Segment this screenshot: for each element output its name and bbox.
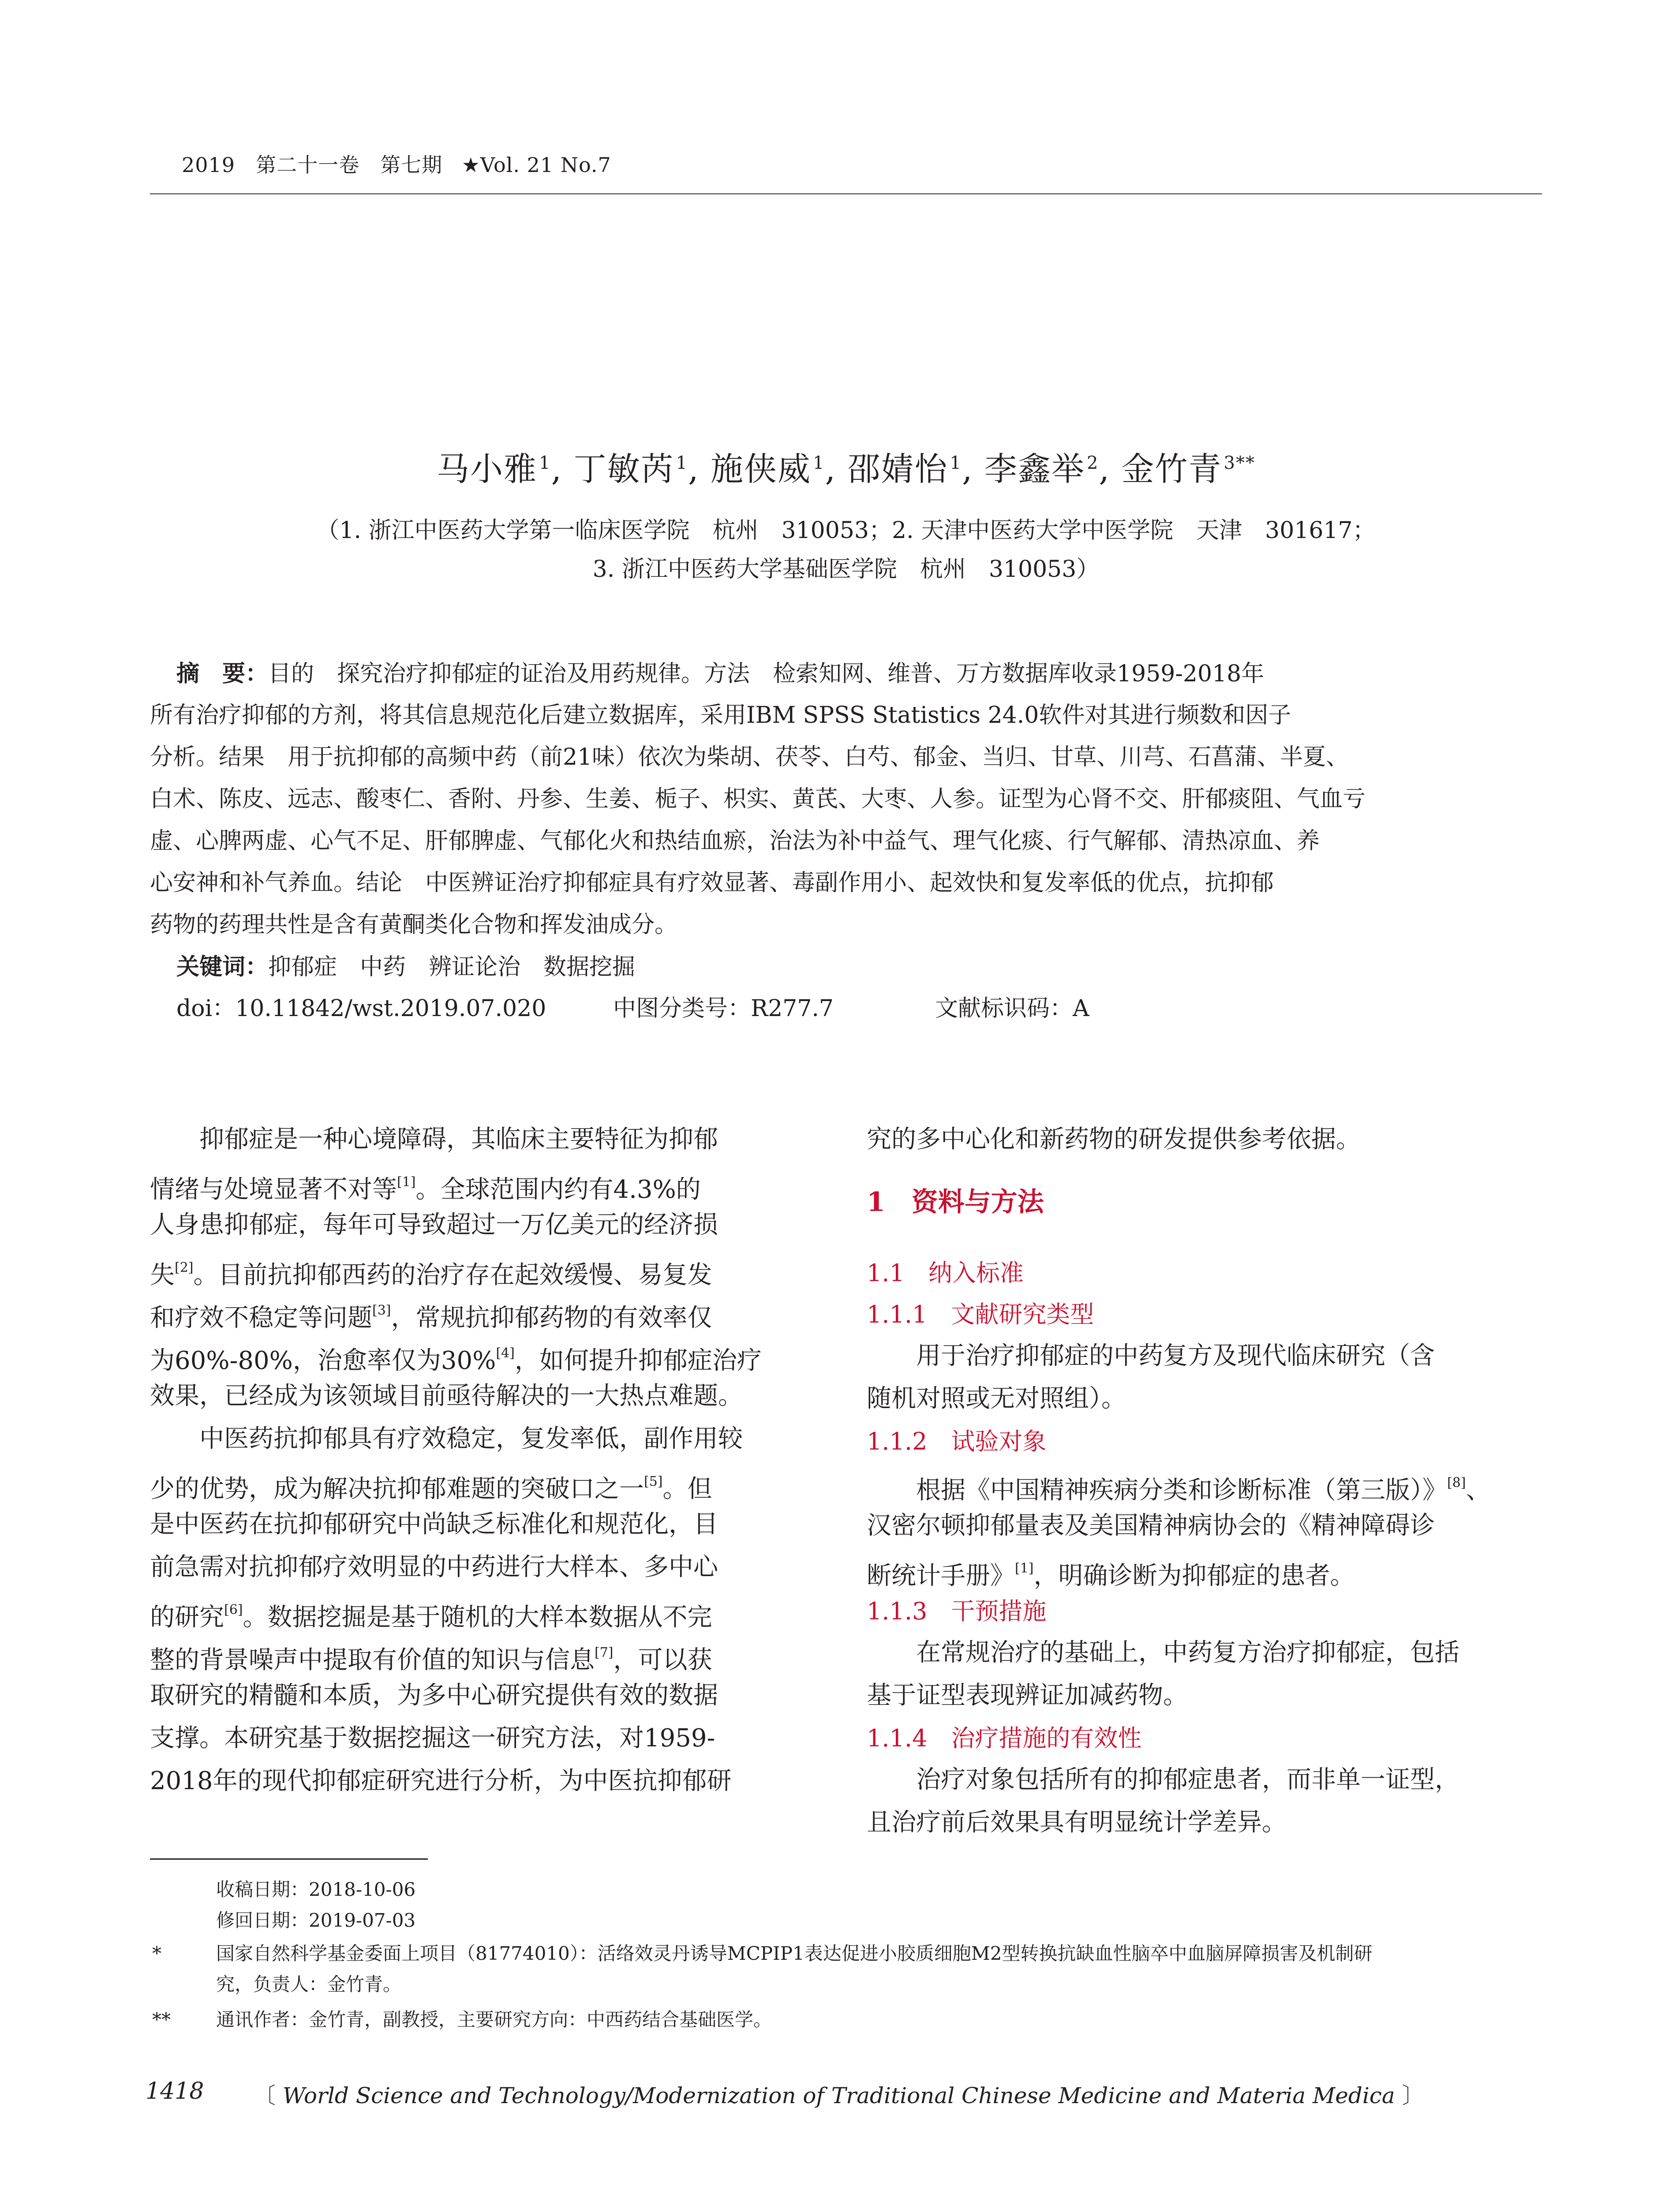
body-line: 治疗对象包括所有的抑郁症患者，而非单一证型， <box>867 1765 1459 1794</box>
body-line: 的研究[6]。数据挖掘是基于随机的大样本数据从不完 <box>150 1602 712 1632</box>
abstract-line: 药物的药理共性是含有黄酮类化合物和挥发油成分。 <box>150 912 678 938</box>
subsubsection-heading: 1.1.4 治疗措施的有效性 <box>867 1724 1142 1752</box>
body-line: 前急需对抗抑郁疗效明显的中药进行大样本、多中心 <box>150 1553 718 1581</box>
section-heading: 1 资料与方法 <box>867 1187 1044 1218</box>
volume-info: ★Vol. 21 No.7 <box>461 153 611 177</box>
body-line: 抑郁症是一种心境障碍，其临床主要特征为抑郁 <box>150 1125 718 1154</box>
body-line: 为60%-80%，治愈率仅为30%[4]，如何提升抑郁症治疗 <box>150 1345 762 1375</box>
abstract-line: 心安神和补气养血。结论 中医辨证治疗抑郁症具有疗效显著、毒副作用小、起效快和复发率低的优点，抗抑郁 <box>150 870 1274 896</box>
journal-name: 〔 World Science and Technology/Modernization of Traditional Chinese Medicine and Materia Medica 〕 <box>254 2083 1424 2108</box>
left-bracket: 〔 <box>254 2083 276 2108</box>
author-mark: 1 <box>539 453 551 473</box>
body-line: 中医药抗抑郁具有疗效稳定，复发率低，副作用较 <box>150 1424 743 1453</box>
author-name: 金竹青 <box>1121 450 1222 488</box>
abstract-line: 白术、陈皮、远志、酸枣仁、香附、丹参、生姜、栀子、枳实、黄芪、大枣、人参。证型为心肾不交、肝郁痰阻、气血亏 <box>150 786 1366 812</box>
abstract-line: 摘 要：目的 探究治疗抑郁症的证治及用药规律。方法 检索知网、维普、万方数据库收录1959-2018年 <box>176 660 1265 687</box>
body-line: 用于治疗抑郁症的中药复方及现代临床研究（含 <box>867 1342 1435 1370</box>
author-name: 李鑫举 <box>984 450 1085 488</box>
author-mark: 3** <box>1224 453 1255 473</box>
body-line: 基于证型表现辨证加减药物。 <box>867 1681 1188 1710</box>
body-line: 情绪与处境显著不对等[1]。全球范围内约有4.3%的 <box>150 1174 701 1204</box>
keywords: 关键词：抑郁症 中药 辨证论治 数据挖掘 <box>176 953 636 980</box>
issue-info: 2019 第二十一卷 第七期 <box>182 153 443 177</box>
footnote-rule <box>150 1858 428 1860</box>
body-line: 随机对照或无对照组）。 <box>867 1384 1126 1413</box>
author-mark: 1 <box>950 453 962 473</box>
received-date: 收稿日期：2018-10-06 <box>216 1879 416 1900</box>
running-header <box>182 149 611 178</box>
body-line: 支撑。本研究基于数据挖掘这一研究方法，对1959- <box>150 1724 715 1753</box>
author-line: 马小雅 $^1$, 丁敏芮 $^1$, 施侠威 $^1$, 邵婧怡 $^1$, 李鑫举 $^2$, 金竹青 $^{3**}$ <box>437 450 1255 488</box>
doi: doi：10.11842/wst.2019.07.020 <box>176 995 546 1022</box>
author-name: 丁敏芮 <box>573 450 674 488</box>
author-name: 邵婧怡 <box>847 450 948 488</box>
body-line: 取研究的精髓和本质，为多中心研究提供有效的数据 <box>150 1681 718 1710</box>
body-line: 失[2]。目前抗抑郁西药的治疗存在起效缓慢、易复发 <box>150 1260 712 1289</box>
abstract-line: 虚、心脾两虚、心气不足、肝郁脾虚、气郁化火和热结血瘀，治法为补中益气、理气化痰、行气解郁、清热凉血、养 <box>150 828 1320 854</box>
abstract-line: 分析。结果 用于抗抑郁的高频中药（前21味）依次为柴胡、茯苓、白芍、郁金、当归、甘草、川芎、石菖蒲、半夏、 <box>150 744 1349 770</box>
body-line: 究的多中心化和新药物的研发提供参考依据。 <box>867 1125 1361 1154</box>
author-mark: 2 <box>1087 453 1099 473</box>
body-line: 是中医药在抗抑郁研究中尚缺乏标准化和规范化，目 <box>150 1510 718 1539</box>
affiliation-line: （1. 浙江中医药大学第一临床医学院 杭州 310053；2. 天津中医药大学中医学院 天津 301617； <box>316 517 1376 544</box>
corr-mark: ** <box>152 2009 171 2030</box>
corresponding-author: 通讯作者：金竹青，副教授，主要研究方向：中西药结合基础医学。 <box>216 2009 772 2030</box>
abstract-line: 所有治疗抑郁的方剂，将其信息规范化后建立数据库，采用IBM SPSS Statistics 24.0软件对其进行频数和因子 <box>150 702 1291 729</box>
body-line: 整的背景噪声中提取有价值的知识与信息[7]，可以获 <box>150 1645 712 1674</box>
header-rule <box>150 193 1542 194</box>
fund-mark: * <box>152 1943 161 1964</box>
clc-number: 中图分类号：R277.7 <box>613 995 834 1022</box>
author-mark: 1 <box>813 453 825 473</box>
author-name: 马小雅 <box>437 450 538 488</box>
fund-line: 究，负责人：金竹青。 <box>216 1973 402 1995</box>
body-line: 汉密尔顿抑郁量表及美国精神病协会的《精神障碍诊 <box>867 1511 1435 1540</box>
body-line: 人身患抑郁症，每年可导致超过一万亿美元的经济损 <box>150 1211 718 1239</box>
body-line: 断统计手册》[1]，明确诊断为抑郁症的患者。 <box>867 1561 1355 1590</box>
body-line: 效果，已经成为该领域目前亟待解决的一大热点难题。 <box>150 1382 743 1410</box>
keywords-label: 关键词： <box>176 953 269 980</box>
document-code: 文献标识码：A <box>935 995 1089 1022</box>
body-line: 和疗效不稳定等问题[3]，常规抗抑郁药物的有效率仅 <box>150 1303 712 1332</box>
author-mark: 1 <box>676 453 688 473</box>
body-line: 2018年的现代抑郁症研究进行分析，为中医抗抑郁研 <box>150 1767 732 1795</box>
revised-date: 修回日期：2019-07-03 <box>216 1910 416 1931</box>
body-line: 且治疗前后效果具有明显统计学差异。 <box>867 1808 1287 1837</box>
subsubsection-heading: 1.1.3 干预措施 <box>867 1597 1047 1625</box>
affiliation-line: 3. 浙江中医药大学基础医学院 杭州 310053） <box>592 556 1100 583</box>
fund-line: 国家自然科学基金委面上项目（81774010）：活络效灵丹诱导MCPIP1表达促进小胶质细胞M2型转换抗缺血性脑卒中血脑屏障损害及机制研 <box>216 1943 1373 1964</box>
right-bracket: 〕 <box>1402 2083 1424 2108</box>
subsubsection-heading: 1.1.1 文献研究类型 <box>867 1301 1094 1328</box>
body-line: 在常规治疗的基础上，中药复方治疗抑郁症，包括 <box>867 1638 1459 1667</box>
page-number: 1418 <box>146 2078 204 2104</box>
body-line: 根据《中国精神疾病分类和诊断标准（第三版）》[8]、 <box>867 1475 1491 1505</box>
subsubsection-heading: 1.1.2 试验对象 <box>867 1428 1047 1455</box>
author-name: 施侠威 <box>711 450 812 488</box>
body-line: 少的优势，成为解决抗抑郁难题的突破口之一[5]。但 <box>150 1474 712 1503</box>
abstract-label: 摘 要： <box>176 660 269 687</box>
subsection-heading: 1.1 纳入标准 <box>867 1259 1024 1287</box>
